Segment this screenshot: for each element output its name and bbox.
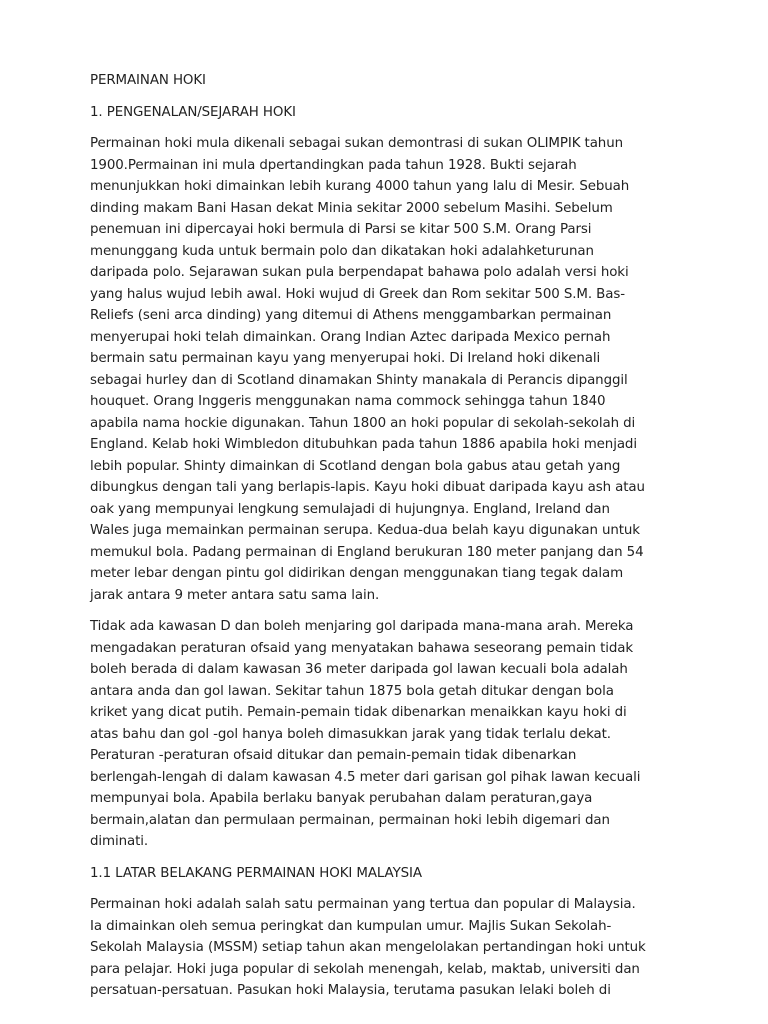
text-line: daripada polo. Sejarawan sukan pula berpendapat bahawa polo adalah versi hoki bbox=[90, 265, 629, 280]
text-line: dinding makam Bani Hasan dekat Minia sekitar 2000 sebelum Masihi. Sebelum bbox=[90, 200, 613, 216]
text-line: jarak antara 9 meter antara satu sama lain. bbox=[90, 587, 380, 603]
text-line: meter lebar dengan pintu gol didirikan dengan menggunakan tiang tegak dalam bbox=[90, 566, 624, 581]
text-line: Tidak ada kawasan D dan boleh menjaring gol daripada mana-mana arah. Mereka bbox=[90, 619, 634, 634]
text-line: mengadakan peraturan ofsaid yang menyatakan bahawa seseorang pemain tidak bbox=[90, 640, 634, 656]
text-line: sebagai hurley dan di Scotland dinamakan Shinty manakala di Perancis dipanggil bbox=[90, 372, 628, 388]
text-line: persatuan-persatuan. Pasukan hoki Malaysia, terutama pasukan lelaki boleh di bbox=[90, 983, 611, 998]
text-line: bermain satu permainan kayu yang menyerupai hoki. Di Ireland hoki dikenali bbox=[90, 351, 601, 366]
text-line: menunggang kuda untuk bermain polo dan dikatakan hoki adalahketurunan bbox=[90, 243, 594, 259]
text-line: kriket yang dicat putih. Pemain-pemain tidak dibenarkan menaikkan kayu hoki di bbox=[90, 705, 627, 720]
text-line: dibungkus dengan tali yang berlapis-lapis. Kayu hoki dibuat daripada kayu ash atau bbox=[90, 480, 645, 495]
text-line: Sekolah Malaysia (MSSM) setiap tahun akan mengelolakan pertandingan hoki untuk bbox=[90, 940, 646, 955]
text-line: lebih popular. Shinty dimainkan di Scotland dengan bola gabus atau getah yang bbox=[90, 458, 621, 474]
text-line: 1900.Permainan ini mula dpertandingkan pada tahun 1928. Bukti sejarah bbox=[90, 157, 577, 173]
section-heading-latar-belakang: 1.1 LATAR BELAKANG PERMAINAN HOKI MALAYSIA bbox=[90, 865, 422, 881]
text-line: boleh berada di dalam kawasan 36 meter daripada gol lawan kecuali bola adalah bbox=[90, 662, 628, 677]
text-line: menunjukkan hoki dimainkan lebih kurang 4000 tahun yang lalu di Mesir. Sebuah bbox=[90, 179, 630, 194]
text-line: menyerupai hoki telah dimainkan. Orang Indian Aztec daripada Mexico pernah bbox=[90, 329, 611, 345]
text-line: yang halus wujud lebih awal. Hoki wujud di Greek dan Rom sekitar 500 S.M. Bas- bbox=[90, 286, 625, 302]
document-title: PERMAINAN HOKI bbox=[90, 73, 206, 88]
text-line: Reliefs (seni arca dinding) yang ditemui di Athens menggambarkan permainan bbox=[90, 308, 612, 323]
text-line: penemuan ini dipercayai hoki bermula di Parsi se kitar 500 S.M. Orang Parsi bbox=[90, 222, 592, 237]
text-line: Wales juga memainkan permainan serupa. Kedua-dua belah kayu digunakan untuk bbox=[90, 523, 640, 538]
paragraph-peraturan bbox=[90, 616, 682, 853]
section-heading-sejarah: 1. PENGENALAN/SEJARAH HOKI bbox=[90, 104, 296, 120]
text-line: diminati. bbox=[90, 834, 149, 849]
paragraph-sejarah bbox=[90, 133, 682, 606]
text-line: apabila nama hockie digunakan. Tahun 1800 an hoki popular di sekolah-sekolah di bbox=[90, 415, 636, 431]
text-line: berlengah-lengah di dalam kawasan 4.5 meter dari garisan gol pihak lawan kecuali bbox=[90, 769, 641, 785]
text-line: Peraturan -peraturan ofsaid ditukar dan pemain-pemain tidak dibenarkan bbox=[90, 748, 577, 763]
text-line: houquet. Orang Inggeris menggunakan nama commock sehingga tahun 1840 bbox=[90, 394, 606, 409]
text-line: antara anda dan gol lawan. Sekitar tahun 1875 bola getah ditukar dengan bola bbox=[90, 683, 614, 699]
text-line: memukul bola. Padang permainan di England berukuran 180 meter panjang dan 54 bbox=[90, 544, 644, 560]
document-page bbox=[90, 70, 682, 1012]
text-line: para pelajar. Hoki juga popular di sekolah menengah, kelab, maktab, universiti dan bbox=[90, 961, 640, 977]
paragraph-malaysia bbox=[90, 894, 682, 1002]
text-line: England. Kelab hoki Wimbledon ditubuhkan pada tahun 1886 apabila hoki menjadi bbox=[90, 437, 637, 452]
text-line: mempunyai bola. Apabila berlaku banyak perubahan dalam peraturan,gaya bbox=[90, 791, 593, 806]
text-line: Permainan hoki adalah salah satu permainan yang tertua dan popular di Malaysia. bbox=[90, 897, 636, 912]
text-line: bermain,alatan dan permulaan permainan, permainan hoki lebih digemari dan bbox=[90, 812, 610, 828]
text-line: Permainan hoki mula dikenali sebagai sukan demontrasi di sukan OLIMPIK tahun bbox=[90, 136, 623, 151]
text-line: Ia dimainkan oleh semua peringkat dan kumpulan umur. Majlis Sukan Sekolah- bbox=[90, 918, 612, 934]
text-line: oak yang mempunyai lengkung semulajadi di hujungnya. England, Ireland dan bbox=[90, 501, 610, 517]
text-line: atas bahu dan gol -gol hanya boleh dimasukkan jarak yang tidak terlalu dekat. bbox=[90, 726, 611, 742]
